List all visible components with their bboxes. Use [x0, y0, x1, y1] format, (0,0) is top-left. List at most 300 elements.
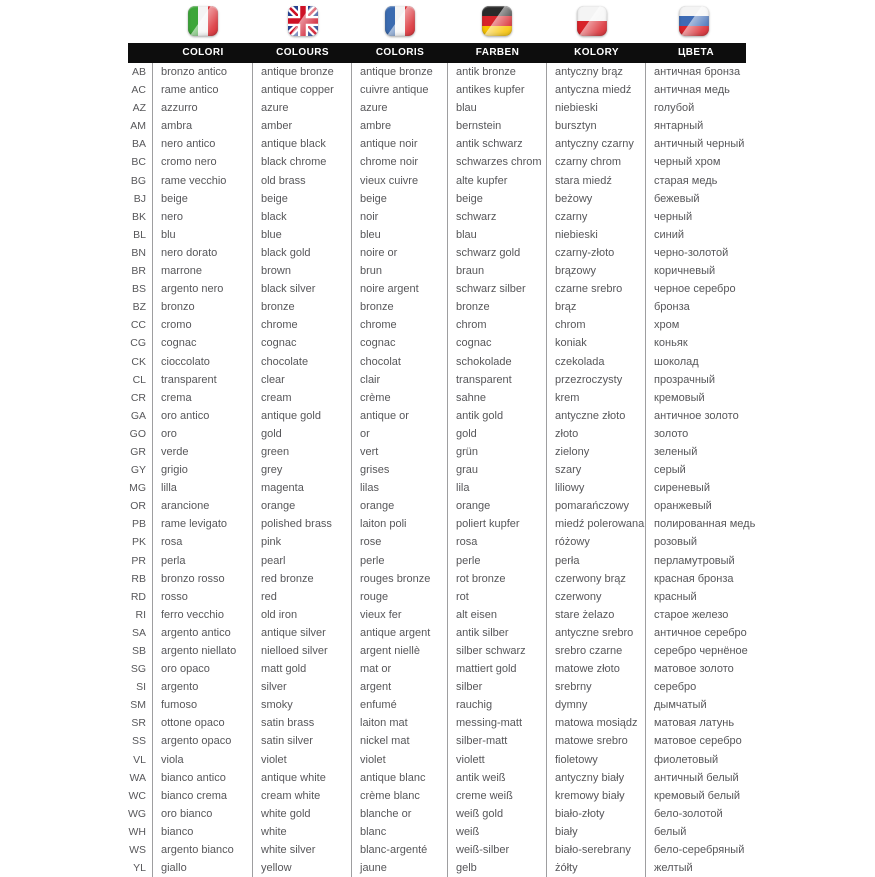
russian-cell: полированная медь: [654, 518, 756, 531]
polish-cell: pomarańczowy: [547, 497, 646, 515]
code-cell: BN: [128, 244, 153, 262]
polish-cell: biały: [547, 823, 646, 841]
italian-cell: transparent: [153, 371, 253, 389]
english-cell: old iron: [253, 606, 352, 624]
english-cell: pink: [253, 533, 352, 551]
russian-cell: бежевый: [654, 192, 700, 205]
russian-cell: кремовый белый: [654, 789, 741, 802]
russian-cell: серебро чернёное: [654, 645, 748, 657]
column-header-kolory: KOLORY: [574, 47, 619, 58]
german-cell: schwarz silber: [448, 280, 547, 298]
english-cell: grey: [253, 461, 352, 479]
english-cell: beige: [253, 190, 352, 208]
english-cell: cream: [253, 389, 352, 407]
russian-cell: синий: [654, 228, 685, 241]
russian-cell: голубой: [654, 102, 695, 115]
code-cell: RD: [128, 588, 153, 606]
german-cell: silber schwarz: [448, 642, 547, 660]
english-cell: antique white: [253, 769, 352, 787]
italian-cell: perla: [153, 552, 253, 570]
italian-cell: nero dorato: [153, 244, 253, 262]
flags-row: [128, 0, 875, 43]
code-cell: CL: [128, 371, 153, 389]
french-cell: lilas: [352, 479, 448, 497]
code-cell: BL: [128, 226, 153, 244]
polish-cell: czarny: [547, 208, 646, 226]
italian-cell: grigio: [153, 461, 253, 479]
code-cell: SS: [128, 732, 153, 750]
german-cell: rot: [448, 588, 547, 606]
german-cell: rauchig: [448, 696, 547, 714]
german-cell: schokolade: [448, 353, 547, 371]
english-cell: antique black: [253, 135, 352, 153]
italian-cell: argento opaco: [153, 732, 253, 750]
polish-cell: liliowy: [547, 479, 646, 497]
italian-cell: nero: [153, 208, 253, 226]
polish-cell: antyczny czarny: [547, 135, 646, 153]
russian-cell: перламутровый: [654, 554, 735, 567]
italian-cell: oro bianco: [153, 805, 253, 823]
german-cell: schwarz: [448, 208, 547, 226]
polish-cell: dymny: [547, 696, 646, 714]
russian-cell: черное серебро: [654, 283, 736, 296]
french-cell: argent: [352, 678, 448, 696]
germany-flag-icon: [482, 6, 512, 36]
italian-cell: lilla: [153, 479, 253, 497]
russian-cell: бело-серебряный: [654, 844, 745, 857]
code-cell: GY: [128, 461, 153, 479]
french-cell: laiton mat: [352, 714, 448, 732]
english-cell: cream white: [253, 787, 352, 805]
english-cell: cognac: [253, 334, 352, 352]
english-cell: red bronze: [253, 570, 352, 588]
english-cell: antique bronze: [253, 63, 352, 81]
italian-cell: rame antico: [153, 81, 253, 99]
french-cell: or: [352, 425, 448, 443]
french-cell: laiton poli: [352, 515, 448, 533]
russian-cell: матовое золото: [654, 663, 734, 676]
polish-cell: różowy: [547, 533, 646, 551]
italian-cell: oro opaco: [153, 660, 253, 678]
english-cell: white gold: [253, 805, 352, 823]
english-cell: yellow: [253, 859, 352, 877]
code-cell: GA: [128, 407, 153, 425]
german-cell: grün: [448, 443, 547, 461]
french-cell: blanche or: [352, 805, 448, 823]
polish-cell: biało-złoty: [547, 805, 646, 823]
italian-cell: oro: [153, 425, 253, 443]
french-cell: orange: [352, 497, 448, 515]
german-cell: messing-matt: [448, 714, 547, 732]
english-cell: chocolate: [253, 353, 352, 371]
code-cell: BZ: [128, 298, 153, 316]
russian-cell: золото: [654, 427, 689, 440]
english-cell: brown: [253, 262, 352, 280]
polish-cell: antyczne złoto: [547, 407, 646, 425]
german-cell: bronze: [448, 298, 547, 316]
german-cell: rot bronze: [448, 570, 547, 588]
french-cell: rouges bronze: [352, 570, 448, 588]
italian-cell: argento nero: [153, 280, 253, 298]
english-cell: azure: [253, 99, 352, 117]
russian-cell: желтый: [654, 862, 693, 875]
english-cell: red: [253, 588, 352, 606]
english-cell: chrome: [253, 316, 352, 334]
polish-cell: matowe złoto: [547, 660, 646, 678]
italian-cell: arancione: [153, 497, 253, 515]
code-cell: CC: [128, 316, 153, 334]
english-cell: violet: [253, 751, 352, 769]
code-cell: PB: [128, 515, 153, 533]
french-cell: chocolat: [352, 353, 448, 371]
code-cell: GO: [128, 425, 153, 443]
italian-cell: bronzo: [153, 298, 253, 316]
french-cell: noire or: [352, 244, 448, 262]
french-cell: rose: [352, 533, 448, 551]
polish-cell: niebieski: [547, 226, 646, 244]
polish-cell: czarny-złoto: [547, 244, 646, 262]
german-cell: sahne: [448, 389, 547, 407]
german-cell: weiß gold: [448, 805, 547, 823]
italian-cell: marrone: [153, 262, 253, 280]
english-cell: black chrome: [253, 153, 352, 171]
code-cell: WH: [128, 823, 153, 841]
italian-cell: rosa: [153, 533, 253, 551]
code-cell: WC: [128, 787, 153, 805]
french-cell: chrome noir: [352, 153, 448, 171]
russian-cell: янтарный: [654, 120, 704, 133]
french-cell: argent niellè: [352, 642, 448, 660]
german-cell: poliert kupfer: [448, 515, 547, 533]
french-cell: grises: [352, 461, 448, 479]
polish-cell: czerwony brąz: [547, 570, 646, 588]
table-header-bar: [128, 43, 746, 63]
german-cell: perle: [448, 552, 547, 570]
column-header-colori: COLORI: [182, 47, 224, 58]
french-cell: azure: [352, 99, 448, 117]
english-cell: nielloed silver: [253, 642, 352, 660]
english-cell: bronze: [253, 298, 352, 316]
french-cell: cuivre antique: [352, 81, 448, 99]
color-rows-grid: [128, 63, 875, 877]
russian-cell: античный черный: [654, 138, 745, 151]
code-cell: CG: [128, 334, 153, 352]
italian-cell: cognac: [153, 334, 253, 352]
russian-cell: бело-золотой: [654, 807, 723, 820]
russian-cell: хром: [654, 319, 680, 332]
german-cell: grau: [448, 461, 547, 479]
column-header-coloris: COLORIS: [375, 47, 425, 58]
german-cell: alt eisen: [448, 606, 547, 624]
code-cell: BS: [128, 280, 153, 298]
english-cell: green: [253, 443, 352, 461]
german-cell: rosa: [448, 533, 547, 551]
italian-cell: verde: [153, 443, 253, 461]
italian-cell: argento: [153, 678, 253, 696]
french-cell: jaune: [352, 859, 448, 877]
english-cell: satin silver: [253, 732, 352, 750]
polish-cell: beżowy: [547, 190, 646, 208]
italian-cell: nero antico: [153, 135, 253, 153]
french-cell: nickel mat: [352, 732, 448, 750]
code-cell: SI: [128, 678, 153, 696]
russian-cell: красная бронза: [654, 572, 734, 585]
italian-cell: giallo: [153, 859, 253, 877]
polish-cell: srebro czarne: [547, 642, 646, 660]
french-cell: blanc: [352, 823, 448, 841]
german-cell: creme weiß: [448, 787, 547, 805]
polish-cell: matowe srebro: [547, 732, 646, 750]
russian-cell: серебро: [654, 681, 697, 694]
code-cell: OR: [128, 497, 153, 515]
french-cell: antique argent: [352, 624, 448, 642]
code-cell: RB: [128, 570, 153, 588]
german-cell: cognac: [448, 334, 547, 352]
french-cell: rouge: [352, 588, 448, 606]
polish-cell: czerwony: [547, 588, 646, 606]
code-cell: YL: [128, 859, 153, 877]
french-cell: beige: [352, 190, 448, 208]
french-cell: vieux cuivre: [352, 172, 448, 190]
polish-cell: czarne srebro: [547, 280, 646, 298]
color-translation-table: [128, 0, 875, 877]
english-cell: satin brass: [253, 714, 352, 732]
russian-cell: бронза: [654, 301, 690, 314]
german-cell: blau: [448, 99, 547, 117]
column-header-colours: COLOURS: [276, 47, 329, 58]
german-cell: schwarzes chrom: [448, 153, 547, 171]
german-cell: antik bronze: [448, 63, 547, 81]
french-cell: vieux fer: [352, 606, 448, 624]
code-cell: SR: [128, 714, 153, 732]
code-cell: WA: [128, 769, 153, 787]
polish-cell: szary: [547, 461, 646, 479]
russian-cell: кремовый: [654, 391, 705, 404]
german-cell: weiß: [448, 823, 547, 841]
english-cell: old brass: [253, 172, 352, 190]
italian-cell: cromo nero: [153, 153, 253, 171]
german-cell: mattiert gold: [448, 660, 547, 678]
russian-cell: античная медь: [654, 84, 730, 97]
german-cell: violett: [448, 751, 547, 769]
german-cell: schwarz gold: [448, 244, 547, 262]
uk-flag-icon: [288, 6, 318, 36]
code-cell: CR: [128, 389, 153, 407]
french-cell: perle: [352, 552, 448, 570]
french-cell: bleu: [352, 226, 448, 244]
code-cell: WG: [128, 805, 153, 823]
russian-cell: античное золото: [654, 409, 739, 422]
italian-cell: viola: [153, 751, 253, 769]
english-cell: antique copper: [253, 81, 352, 99]
code-cell: AC: [128, 81, 153, 99]
russian-cell: сиреневый: [654, 482, 710, 495]
french-cell: noire argent: [352, 280, 448, 298]
code-cell: PK: [128, 533, 153, 551]
french-cell: bronze: [352, 298, 448, 316]
italian-cell: ambra: [153, 117, 253, 135]
code-cell: BA: [128, 135, 153, 153]
code-cell: PR: [128, 552, 153, 570]
french-cell: crème: [352, 389, 448, 407]
french-cell: antique blanc: [352, 769, 448, 787]
code-cell: GR: [128, 443, 153, 461]
english-cell: white: [253, 823, 352, 841]
polish-cell: czekolada: [547, 353, 646, 371]
italian-cell: cioccolato: [153, 353, 253, 371]
russia-flag-icon: [679, 6, 709, 36]
english-cell: black: [253, 208, 352, 226]
english-cell: magenta: [253, 479, 352, 497]
polish-cell: złoto: [547, 425, 646, 443]
german-cell: transparent: [448, 371, 547, 389]
italian-cell: azzurro: [153, 99, 253, 117]
german-cell: silber: [448, 678, 547, 696]
russian-cell: фиолетовый: [654, 753, 719, 766]
russian-cell: античный белый: [654, 771, 739, 784]
polish-cell: koniak: [547, 334, 646, 352]
italian-cell: crema: [153, 389, 253, 407]
polish-cell: kremowy biały: [547, 787, 646, 805]
code-cell: BR: [128, 262, 153, 280]
french-cell: cognac: [352, 334, 448, 352]
german-cell: antik weiß: [448, 769, 547, 787]
polish-cell: matowa mosiądz: [547, 714, 646, 732]
italian-cell: bianco crema: [153, 787, 253, 805]
russian-cell: античная бронза: [654, 66, 741, 78]
russian-cell: зеленый: [654, 445, 698, 458]
code-cell: VL: [128, 751, 153, 769]
code-cell: BK: [128, 208, 153, 226]
german-cell: lila: [448, 479, 547, 497]
polish-cell: srebrny: [547, 678, 646, 696]
polish-cell: antyczny brąz: [547, 63, 646, 81]
russian-cell: розовый: [654, 536, 698, 549]
polish-cell: antyczny biały: [547, 769, 646, 787]
italian-cell: oro antico: [153, 407, 253, 425]
russian-cell: черный хром: [654, 156, 721, 169]
german-cell: weiß-silber: [448, 841, 547, 859]
russian-cell: прозрачный: [654, 373, 715, 386]
russian-cell: черно-золотой: [654, 246, 729, 259]
english-cell: pearl: [253, 552, 352, 570]
column-header-farben: FARBEN: [475, 47, 520, 58]
english-cell: matt gold: [253, 660, 352, 678]
polish-cell: czarny chrom: [547, 153, 646, 171]
german-cell: beige: [448, 190, 547, 208]
code-cell: SM: [128, 696, 153, 714]
german-cell: blau: [448, 226, 547, 244]
english-cell: orange: [253, 497, 352, 515]
english-cell: amber: [253, 117, 352, 135]
english-cell: black silver: [253, 280, 352, 298]
french-cell: antique noir: [352, 135, 448, 153]
german-cell: gelb: [448, 859, 547, 877]
italian-cell: bianco antico: [153, 769, 253, 787]
german-cell: antik silber: [448, 624, 547, 642]
russian-cell: белый: [654, 825, 687, 838]
italian-cell: fumoso: [153, 696, 253, 714]
english-cell: smoky: [253, 696, 352, 714]
code-cell: SA: [128, 624, 153, 642]
polish-cell: perła: [547, 552, 646, 570]
german-cell: antik schwarz: [448, 135, 547, 153]
polish-cell: antyczne srebro: [547, 624, 646, 642]
french-cell: enfumé: [352, 696, 448, 714]
english-cell: blue: [253, 226, 352, 244]
english-cell: black gold: [253, 244, 352, 262]
french-cell: crème blanc: [352, 787, 448, 805]
russian-cell: коричневый: [654, 265, 716, 278]
french-cell: vert: [352, 443, 448, 461]
russian-cell: матовое серебро: [654, 735, 742, 748]
german-cell: gold: [448, 425, 547, 443]
italian-cell: beige: [153, 190, 253, 208]
german-cell: antik gold: [448, 407, 547, 425]
english-cell: gold: [253, 425, 352, 443]
english-cell: polished brass: [253, 515, 352, 533]
code-cell: AB: [128, 63, 153, 81]
polish-cell: krem: [547, 389, 646, 407]
italian-cell: ottone opaco: [153, 714, 253, 732]
italian-cell: ferro vecchio: [153, 606, 253, 624]
italian-cell: rosso: [153, 588, 253, 606]
russian-cell: оранжевый: [654, 500, 712, 513]
italian-cell: bronzo rosso: [153, 570, 253, 588]
polish-cell: żółty: [547, 859, 646, 877]
french-cell: chrome: [352, 316, 448, 334]
english-cell: antique silver: [253, 624, 352, 642]
german-cell: alte kupfer: [448, 172, 547, 190]
france-flag-icon: [385, 6, 415, 36]
polish-cell: stare żelazo: [547, 606, 646, 624]
polish-cell: niebieski: [547, 99, 646, 117]
russian-cell: шоколад: [654, 355, 699, 368]
polish-cell: przezroczysty: [547, 371, 646, 389]
italian-cell: rame levigato: [153, 515, 253, 533]
russian-cell: черный: [654, 210, 693, 223]
russian-cell: дымчатый: [654, 699, 707, 712]
polish-cell: brąz: [547, 298, 646, 316]
french-cell: noir: [352, 208, 448, 226]
polish-cell: chrom: [547, 316, 646, 334]
italian-cell: rame vecchio: [153, 172, 253, 190]
italian-cell: argento antico: [153, 624, 253, 642]
english-cell: antique gold: [253, 407, 352, 425]
russian-cell: античное серебро: [654, 626, 747, 639]
french-cell: antique bronze: [352, 63, 448, 81]
polish-cell: miedź polerowana: [547, 515, 646, 533]
english-cell: white silver: [253, 841, 352, 859]
italian-cell: bianco: [153, 823, 253, 841]
code-cell: SG: [128, 660, 153, 678]
french-cell: ambre: [352, 117, 448, 135]
french-cell: violet: [352, 751, 448, 769]
code-cell: BJ: [128, 190, 153, 208]
italian-cell: argento bianco: [153, 841, 253, 859]
german-cell: chrom: [448, 316, 547, 334]
code-cell: AM: [128, 117, 153, 135]
code-cell: RI: [128, 606, 153, 624]
polish-cell: fioletowy: [547, 751, 646, 769]
poland-flag-icon: [577, 6, 607, 36]
french-cell: mat or: [352, 660, 448, 678]
italian-cell: bronzo antico: [153, 63, 253, 81]
polish-cell: bursztyn: [547, 117, 646, 135]
polish-cell: zielony: [547, 443, 646, 461]
polish-cell: biało-serebrany: [547, 841, 646, 859]
polish-cell: stara miedź: [547, 172, 646, 190]
